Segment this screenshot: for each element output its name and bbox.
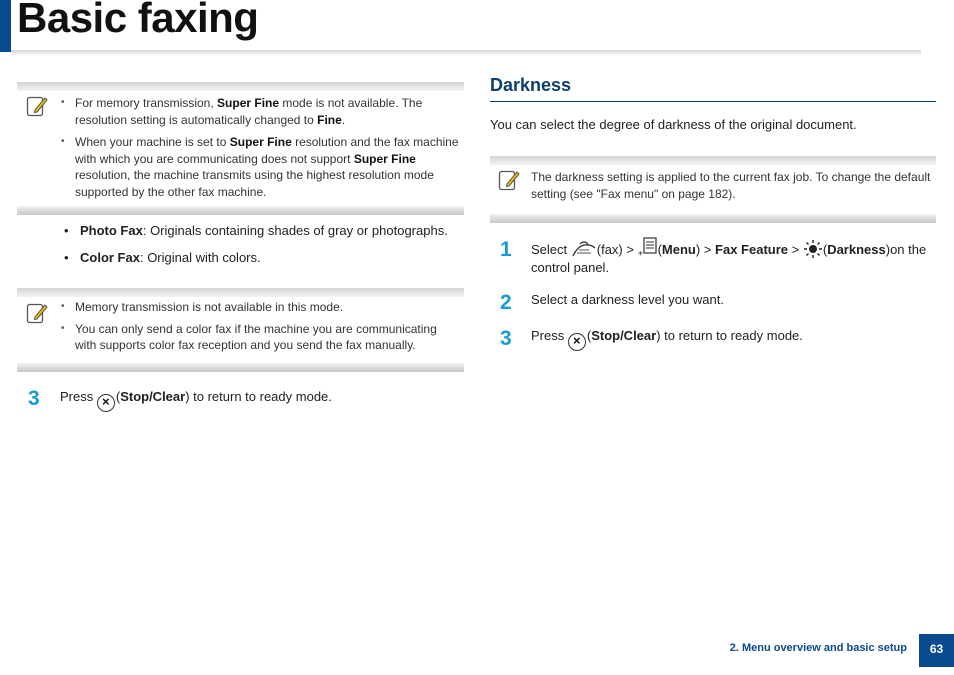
note-pencil-icon — [498, 168, 520, 192]
stop-clear-icon: × — [97, 394, 115, 412]
step-text-part: Select — [531, 242, 571, 257]
step-text-part: ( — [586, 328, 592, 343]
note-list — [61, 299, 461, 354]
note-text: resolution and the fax machine with which you are communicating does not support — [75, 135, 459, 166]
fax-mode-list — [80, 223, 460, 277]
step-bold: Darkness — [827, 242, 886, 257]
step-text — [531, 237, 931, 277]
note-text: . — [341, 112, 346, 127]
note-pencil-icon — [26, 94, 48, 118]
step-number: 1 — [500, 238, 512, 261]
note-text: mode is not available. The resolution setting is automatically changed to — [75, 96, 423, 127]
note-item: • Memory transmission is not available in this mode. — [61, 299, 461, 316]
note-pencil-icon — [26, 301, 48, 325]
svg-text:*: * — [637, 250, 643, 259]
note-item: • You can only send a color fax if the machine you are communicating with supports color fax reception and you send the fax manually. — [61, 321, 461, 354]
menu-icon — [638, 237, 658, 259]
step-text-part: Press — [60, 389, 97, 404]
list-item-text: : Originals containing shades of gray or photographs. — [142, 223, 448, 238]
step-bold: Menu — [661, 242, 696, 257]
note-text: resolution, the machine transmits using the highest resolution mode supported by the other fax machine. — [75, 168, 434, 199]
step-bold: Fax Feature — [715, 242, 789, 257]
step-text-part: > — [788, 242, 803, 257]
list-item-color-fax — [80, 250, 460, 277]
note-bold: Fine — [317, 112, 342, 127]
step-text — [60, 388, 440, 412]
step-number: 3 — [500, 327, 512, 350]
title-divider — [11, 50, 921, 56]
fax-icon — [571, 239, 597, 259]
note-text: The darkness setting is applied to the current fax job. To change the default setting (see "Fax menu" on page 182). — [531, 170, 931, 201]
note-list — [61, 95, 461, 200]
title-accent-bar — [0, 0, 11, 52]
step-text-part: ( — [657, 242, 662, 257]
list-item-photo-fax — [80, 223, 460, 250]
note-bold: Super Fine — [229, 135, 292, 149]
step-text-part: Press — [531, 328, 568, 343]
note-text: When your machine is set to — [75, 135, 230, 149]
note-bold: Super Fine — [217, 96, 280, 110]
page-number: 63 — [919, 634, 954, 667]
note-box-color-fax — [17, 288, 464, 372]
list-item-text: : Original with colors. — [139, 250, 261, 265]
stop-clear-icon: × — [568, 333, 586, 351]
list-item-label: Photo Fax — [80, 223, 143, 238]
step-bold: Stop/Clear — [120, 389, 186, 404]
darkness-icon — [803, 239, 823, 259]
step-text-part: ( — [822, 242, 828, 257]
note-item — [61, 134, 461, 200]
step-number: 2 — [500, 291, 512, 314]
step-text-part: ) to return to ready mode. — [656, 328, 803, 343]
section-divider — [490, 101, 936, 102]
step-text-part: ) > — [695, 242, 716, 257]
section-heading: Darkness — [490, 75, 572, 95]
step-text: Select a darkness level you want. — [531, 292, 724, 307]
list-item-label: Color Fax — [80, 250, 140, 265]
step-text-part: (fax) > — [596, 242, 638, 257]
note-box-darkness — [490, 156, 936, 223]
section-intro: You can select the degree of darkness of the original document. — [490, 117, 857, 132]
step-bold: Stop/Clear — [591, 328, 657, 343]
step-text — [531, 327, 931, 351]
note-bold: Super Fine — [353, 151, 416, 166]
step-text-part: )on the control panel. — [531, 242, 927, 275]
step-text-part: ( — [115, 389, 121, 404]
note-item — [61, 95, 461, 128]
step-text-part: ) to return to ready mode. — [185, 389, 332, 404]
note-text: For memory transmission, — [75, 96, 218, 110]
footer-section-title: 2. Menu overview and basic setup — [729, 642, 907, 654]
page-title: Basic faxing — [17, 0, 259, 41]
note-box-resolution — [17, 82, 464, 215]
step-number: 3 — [28, 387, 40, 410]
